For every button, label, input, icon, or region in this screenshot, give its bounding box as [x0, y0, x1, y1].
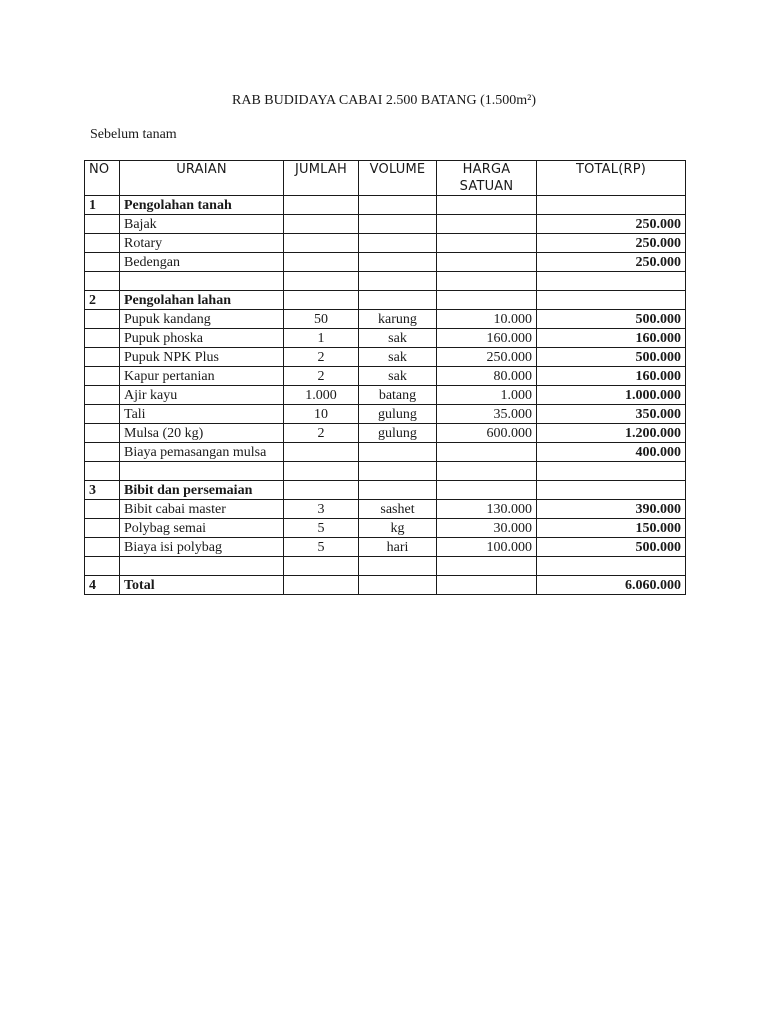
header-jumlah: JUMLAH [284, 161, 359, 196]
cell-jumlah [284, 291, 359, 310]
cell-no [85, 424, 120, 443]
cell-volume: sak [359, 329, 437, 348]
cell-uraian: Rotary [120, 234, 284, 253]
cell-total [537, 272, 686, 291]
cell-uraian: Pupuk kandang [120, 310, 284, 329]
cell-volume: sak [359, 367, 437, 386]
cell-harga-satuan [437, 481, 537, 500]
cell-uraian [120, 272, 284, 291]
cell-jumlah: 5 [284, 538, 359, 557]
cell-uraian: Biaya isi polybag [120, 538, 284, 557]
cell-total [537, 557, 686, 576]
table-row [85, 519, 686, 538]
cell-jumlah [284, 234, 359, 253]
table-row [85, 367, 686, 386]
cell-volume: sashet [359, 500, 437, 519]
header-uraian: URAIAN [120, 161, 284, 196]
cell-harga-satuan: 35.000 [437, 405, 537, 424]
cell-no: 1 [85, 196, 120, 215]
cell-harga-satuan [437, 443, 537, 462]
cell-uraian: Ajir kayu [120, 386, 284, 405]
cell-volume [359, 196, 437, 215]
document-title: RAB BUDIDAYA CABAI 2.500 BATANG (1.500m²) [232, 93, 536, 108]
cell-volume: kg [359, 519, 437, 538]
table-row [85, 424, 686, 443]
cell-uraian: Bedengan [120, 253, 284, 272]
cell-total: 350.000 [537, 405, 686, 424]
cell-uraian: Pengolahan tanah [120, 196, 284, 215]
cell-harga-satuan [437, 462, 537, 481]
table-row [85, 386, 686, 405]
cell-total [537, 462, 686, 481]
cell-harga-satuan [437, 253, 537, 272]
cell-uraian: Bibit dan persemaian [120, 481, 284, 500]
cell-volume: gulung [359, 424, 437, 443]
cell-harga-satuan: 160.000 [437, 329, 537, 348]
cell-jumlah [284, 576, 359, 595]
cell-jumlah [284, 196, 359, 215]
document-subtitle: Sebelum tanam [90, 127, 177, 142]
cell-harga-satuan [437, 234, 537, 253]
cell-no [85, 329, 120, 348]
cell-uraian: Pupuk NPK Plus [120, 348, 284, 367]
cell-total: 500.000 [537, 348, 686, 367]
cell-harga-satuan [437, 272, 537, 291]
cell-harga-satuan: 600.000 [437, 424, 537, 443]
cell-total: 390.000 [537, 500, 686, 519]
cell-jumlah: 2 [284, 424, 359, 443]
cell-volume [359, 576, 437, 595]
cell-total: 150.000 [537, 519, 686, 538]
table-row [85, 500, 686, 519]
cell-harga-satuan [437, 196, 537, 215]
table-row [85, 196, 686, 215]
cell-uraian: Pengolahan lahan [120, 291, 284, 310]
cell-harga-satuan: 10.000 [437, 310, 537, 329]
cell-uraian [120, 462, 284, 481]
cell-uraian: Pupuk phoska [120, 329, 284, 348]
budget-table [84, 160, 686, 595]
cell-jumlah [284, 462, 359, 481]
table-row [85, 557, 686, 576]
cell-total: 250.000 [537, 253, 686, 272]
cell-jumlah: 2 [284, 367, 359, 386]
cell-volume [359, 462, 437, 481]
cell-jumlah [284, 557, 359, 576]
cell-jumlah [284, 481, 359, 500]
table-row [85, 462, 686, 481]
header-total: TOTAL(RP) [537, 161, 686, 196]
cell-uraian: Mulsa (20 kg) [120, 424, 284, 443]
cell-volume [359, 291, 437, 310]
table-row [85, 291, 686, 310]
cell-no [85, 500, 120, 519]
table-row [85, 253, 686, 272]
table-row [85, 348, 686, 367]
cell-no [85, 253, 120, 272]
cell-no [85, 405, 120, 424]
cell-total [537, 196, 686, 215]
cell-total: 160.000 [537, 367, 686, 386]
cell-no [85, 443, 120, 462]
cell-uraian: Bibit cabai master [120, 500, 284, 519]
cell-volume: gulung [359, 405, 437, 424]
cell-total [537, 481, 686, 500]
cell-no [85, 272, 120, 291]
table-row [85, 310, 686, 329]
cell-volume: sak [359, 348, 437, 367]
cell-total: 500.000 [537, 538, 686, 557]
table-row [85, 405, 686, 424]
cell-uraian: Bajak [120, 215, 284, 234]
cell-no [85, 538, 120, 557]
cell-no [85, 386, 120, 405]
cell-volume: batang [359, 386, 437, 405]
table-header-row [85, 161, 686, 196]
cell-total: 250.000 [537, 215, 686, 234]
cell-no: 2 [85, 291, 120, 310]
cell-uraian: Biaya pemasangan mulsa [120, 443, 284, 462]
cell-no [85, 462, 120, 481]
cell-jumlah [284, 253, 359, 272]
cell-no [85, 348, 120, 367]
cell-total [537, 291, 686, 310]
cell-total: 1.000.000 [537, 386, 686, 405]
cell-volume [359, 557, 437, 576]
cell-volume [359, 481, 437, 500]
cell-harga-satuan: 250.000 [437, 348, 537, 367]
cell-jumlah: 10 [284, 405, 359, 424]
cell-uraian: Polybag semai [120, 519, 284, 538]
cell-jumlah: 2 [284, 348, 359, 367]
cell-volume: hari [359, 538, 437, 557]
cell-harga-satuan: 80.000 [437, 367, 537, 386]
table-row [85, 481, 686, 500]
cell-jumlah [284, 272, 359, 291]
cell-jumlah: 5 [284, 519, 359, 538]
table-row [85, 215, 686, 234]
cell-volume [359, 443, 437, 462]
header-harga-satuan: HARGA SATUAN [437, 161, 537, 196]
cell-harga-satuan: 1.000 [437, 386, 537, 405]
cell-harga-satuan: 30.000 [437, 519, 537, 538]
table-row [85, 234, 686, 253]
cell-total: 1.200.000 [537, 424, 686, 443]
cell-harga-satuan [437, 557, 537, 576]
cell-total: 6.060.000 [537, 576, 686, 595]
table-row [85, 329, 686, 348]
cell-uraian: Total [120, 576, 284, 595]
cell-jumlah: 1.000 [284, 386, 359, 405]
cell-harga-satuan: 100.000 [437, 538, 537, 557]
cell-volume [359, 234, 437, 253]
table-body [85, 196, 686, 595]
cell-total: 250.000 [537, 234, 686, 253]
cell-no [85, 367, 120, 386]
cell-volume [359, 215, 437, 234]
table-row [85, 443, 686, 462]
cell-no [85, 234, 120, 253]
cell-jumlah [284, 215, 359, 234]
cell-harga-satuan [437, 576, 537, 595]
cell-volume: karung [359, 310, 437, 329]
cell-no [85, 310, 120, 329]
cell-uraian: Kapur pertanian [120, 367, 284, 386]
cell-jumlah: 3 [284, 500, 359, 519]
cell-harga-satuan: 130.000 [437, 500, 537, 519]
table-row [85, 272, 686, 291]
header-no: NO [85, 161, 120, 196]
cell-no [85, 557, 120, 576]
cell-volume [359, 272, 437, 291]
cell-jumlah: 50 [284, 310, 359, 329]
table-row [85, 576, 686, 595]
cell-no: 3 [85, 481, 120, 500]
cell-no [85, 519, 120, 538]
cell-total: 500.000 [537, 310, 686, 329]
cell-harga-satuan [437, 291, 537, 310]
table-row [85, 538, 686, 557]
cell-total: 160.000 [537, 329, 686, 348]
cell-no [85, 215, 120, 234]
cell-total: 400.000 [537, 443, 686, 462]
cell-uraian: Tali [120, 405, 284, 424]
cell-no: 4 [85, 576, 120, 595]
cell-jumlah [284, 443, 359, 462]
cell-volume [359, 253, 437, 272]
header-volume: VOLUME [359, 161, 437, 196]
cell-uraian [120, 557, 284, 576]
cell-jumlah: 1 [284, 329, 359, 348]
cell-harga-satuan [437, 215, 537, 234]
